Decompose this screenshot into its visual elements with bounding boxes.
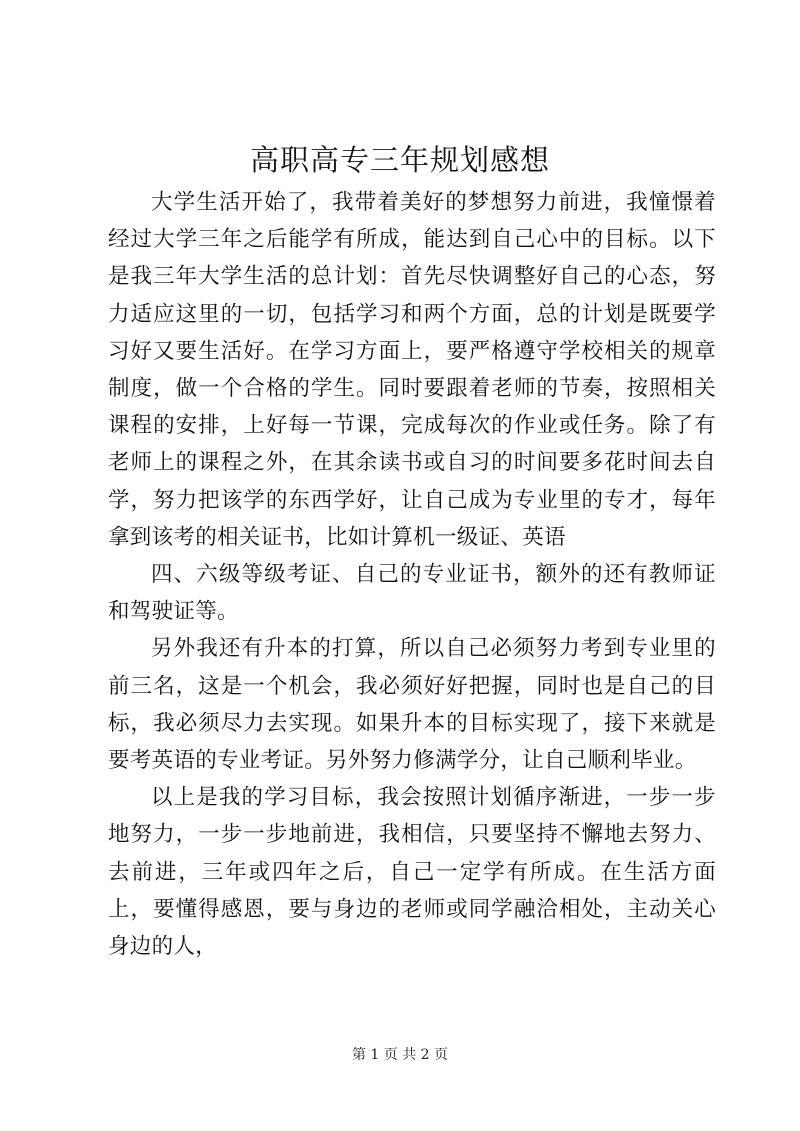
document-body xyxy=(108,184,716,965)
document-title: 高职高专三年规划感想 xyxy=(249,143,550,177)
paragraph-3: 另外我还有升本的打算，所以自己必须努力考到专业里的前三名，这是一个机会，我必须好好把握，同时也是自己的目标，我必须尽力去实现。如果升本的目标实现了，接下来就是要考英语的专业考证。另外努力修满学分，让自己顺利毕业。 xyxy=(108,636,716,774)
paragraph-1: 大学生活开始了，我带着美好的梦想努力前进，我憧憬着经过大学三年之后能学有所成，能达到自己心中的目标。以下是我三年大学生活的总计划：首先尽快调整好自己的心态，努力适应这里的一切，包括学习和两个方面，总的计划是既要学习好又要生活好。在学习方面上，要严格遵守学校相关的规章制度，做一个合格的学生。同时要跟着老师的节奏，按照相关课程的安排，上好每一节课，完成每次的作业或任务。除了有老师上的课程之外，在其余读书或自习的时间要多花时间去自学，努力把该学的东西学好，让自己成为专业里的专才，每年拿到该考的相关证书，比如计算机一级证、英语 xyxy=(108,190,716,550)
page-footer: 第 1 页 共 2 页 xyxy=(351,1047,449,1063)
paragraph-2: 四、六级等级考证、自己的专业证书，额外的还有教师证和驾驶证等。 xyxy=(108,562,716,625)
paragraph-4: 以上是我的学习目标，我会按照计划循序渐进，一步一步地努力，一步一步地前进，我相信，只要坚持不懈地去努力、去前进，三年或四年之后，自己一定学有所成。在生活方面上，要懂得感恩，要与身边的老师或同学融洽相处，主动关心身边的人， xyxy=(108,785,716,960)
